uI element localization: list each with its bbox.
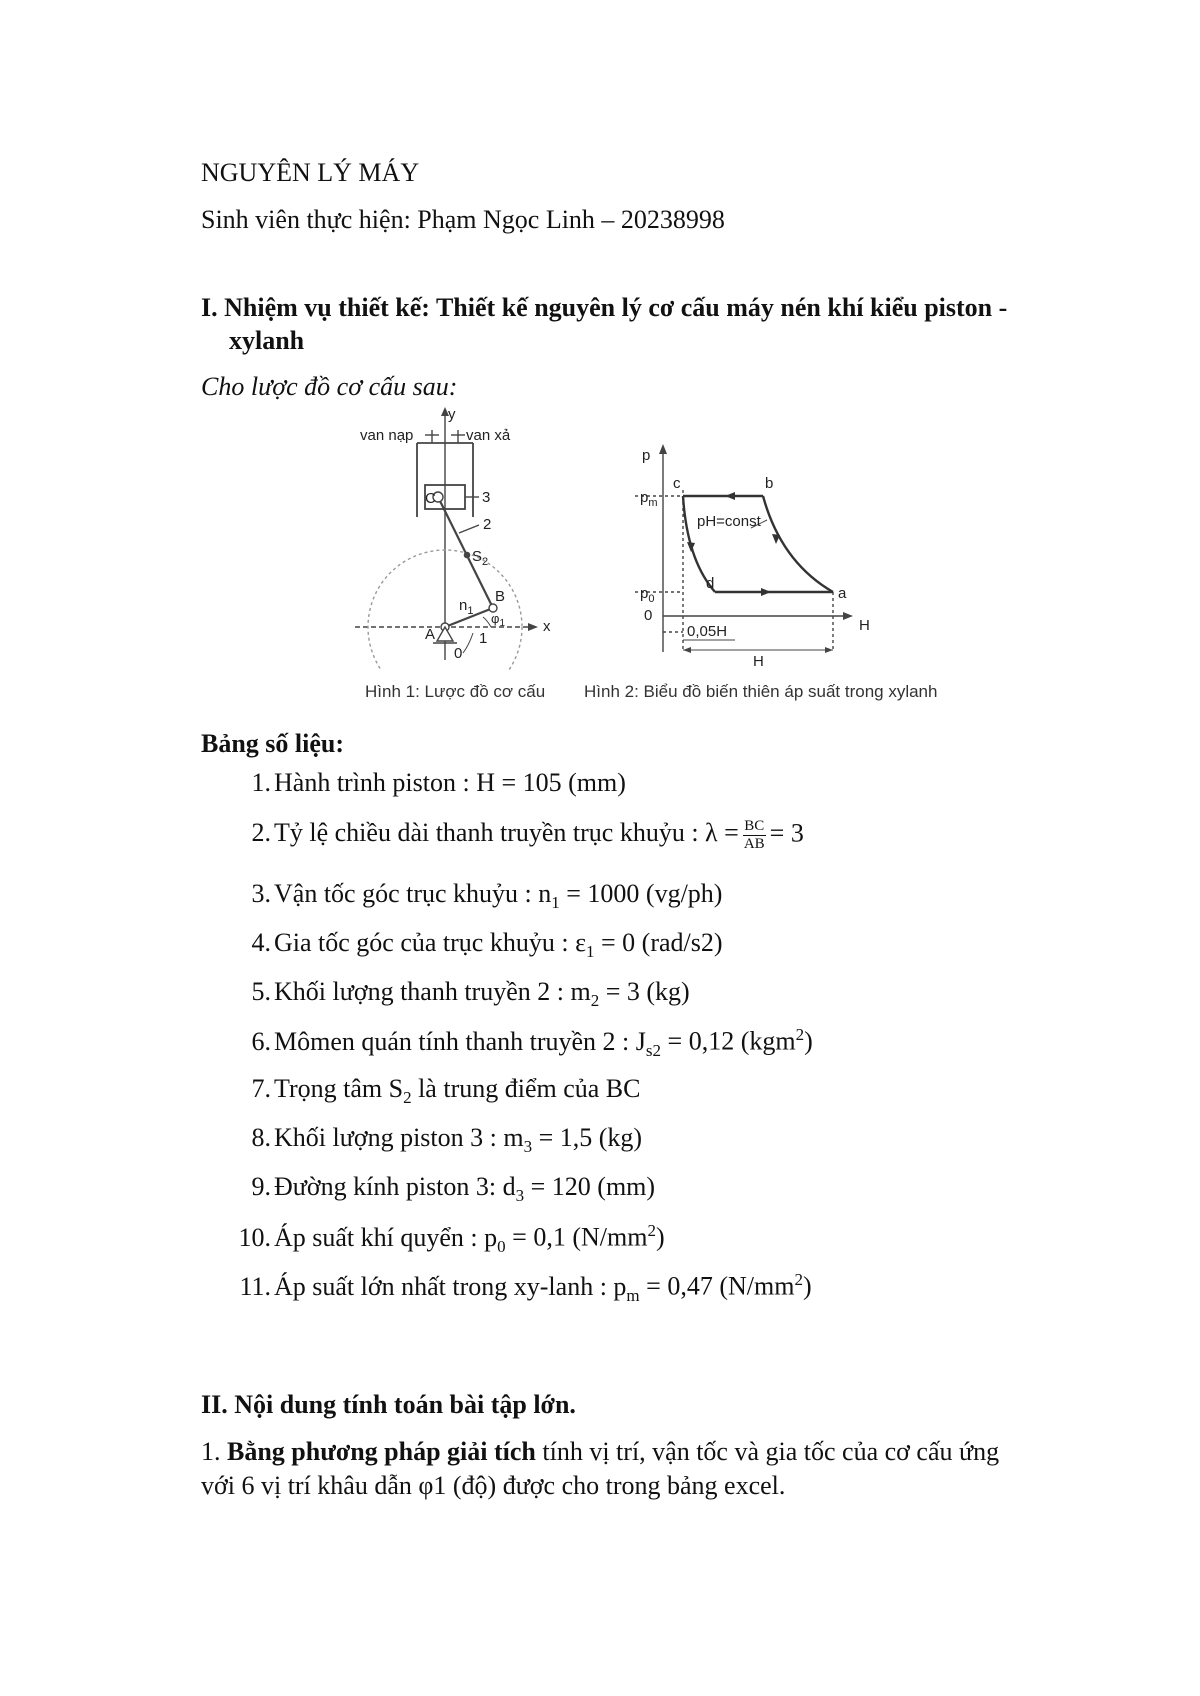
label-p0: $p_0$ xyxy=(640,585,655,605)
center-of-mass xyxy=(464,552,469,557)
fraction: $\frac{BC}{AB}$ xyxy=(743,818,765,852)
label-pm: $p_m$ xyxy=(640,489,658,509)
figure-1-caption: Hình 1: Lược đồ cơ cấu xyxy=(365,682,546,701)
label-b: B xyxy=(495,588,506,605)
label-van-xa: van xả xyxy=(466,427,511,444)
label-3: 3 xyxy=(482,489,491,506)
label-p: p xyxy=(642,447,651,464)
section-1-heading-continued: xylanh xyxy=(229,326,305,355)
mechanism-diagram xyxy=(355,405,570,670)
list-item: 11. Áp suất lớn nhất trong xy-lanh : $p_m = 0,47$ $(N/mm^2)$ xyxy=(239,1270,812,1305)
pressure-diagram xyxy=(575,440,940,670)
label-0-05h: 0,05H xyxy=(687,623,728,640)
document-title: NGUYÊN LÝ MÁY xyxy=(201,158,420,187)
student-line: Sinh viên thực hiện: Phạm Ngọc Linh – 20238998 xyxy=(201,205,725,234)
label-ph-const: pH=const xyxy=(697,513,761,530)
list-item: 5. Khối lượng thanh truyền 2 : $m_2 = 3$ (kg) xyxy=(251,977,690,1011)
section-2-heading: II. Nội dung tính toán bài tập lớn. xyxy=(201,1390,576,1419)
list-item: 7. Trọng tâm $S_2$ là trung điểm của BC xyxy=(251,1074,641,1108)
label-c-point: c xyxy=(673,475,681,492)
label-0: 0 xyxy=(454,645,463,662)
list-item: 10. Áp suất khí quyển : $p_0 = 0,1$ $(N/mm^2)$ xyxy=(238,1221,665,1256)
section-1-heading: I. Nhiệm vụ thiết kế: Thiết kế nguyên lý cơ cấu máy nén khí kiểu piston - xyxy=(201,293,1008,322)
list-item: 1. Hành trình piston : H = 105 (mm) xyxy=(251,768,626,797)
label-h-axis: H xyxy=(859,617,870,634)
label-c: C xyxy=(425,490,436,507)
label-d-point: d xyxy=(706,575,715,592)
label-1: 1 xyxy=(479,630,488,647)
label-b-point: b xyxy=(765,475,774,492)
label-x: x xyxy=(543,618,551,635)
label-h-dimension: H xyxy=(753,653,764,670)
label-a: A xyxy=(425,626,436,643)
label-a-point: a xyxy=(838,585,847,602)
task-paragraph-line-2: với 6 vị trí khâu dẫn φ1 (độ) được cho trong bảng excel. xyxy=(201,1471,786,1500)
label-2: 2 xyxy=(483,516,492,533)
list-item: 4. Gia tốc góc của trục khuỷu : $\varepsilon_1 = 0$ (rad/s2) xyxy=(251,928,723,962)
list-item: 9. Đường kính piston 3: $d_3 = 120$ (mm) xyxy=(251,1172,656,1206)
list-item: 8. Khối lượng piston 3 : $m_3 = 1,5$ (kg) xyxy=(251,1123,643,1157)
figure-2-caption: Hình 2: Biểu đồ biến thiên áp suất trong xylanh xyxy=(584,682,938,701)
list-item: 2. Tỷ lệ chiều dài thanh truyền trục khuỷu : λ = $\frac{BC}{AB}$ = 3 xyxy=(251,818,804,852)
list-item: 3. Vận tốc góc trục khuỷu : $n_1 = 1000$ (vg/ph) xyxy=(251,879,723,913)
label-y: y xyxy=(448,406,456,423)
diagram-intro: Cho lược đồ cơ cấu sau: xyxy=(201,372,458,401)
label-van-nap: van nạp xyxy=(360,427,414,444)
task-paragraph-line-1: 1. Bằng phương pháp giải tích tính vị trí, vận tốc và gia tốc của cơ cấu ứng xyxy=(201,1437,1000,1466)
label-zero: 0 xyxy=(644,607,653,624)
list-item: 6. Mômen quán tính thanh truyền 2 : $J_{s2} = 0,12$ (kgm$^2$) xyxy=(251,1025,813,1060)
label-s2: $S_2$ xyxy=(472,548,489,568)
label-n1: $n_1$ xyxy=(459,597,474,617)
data-table-heading: Bảng số liệu: xyxy=(201,729,345,758)
label-phi1: $\varphi_1$ xyxy=(491,611,505,629)
